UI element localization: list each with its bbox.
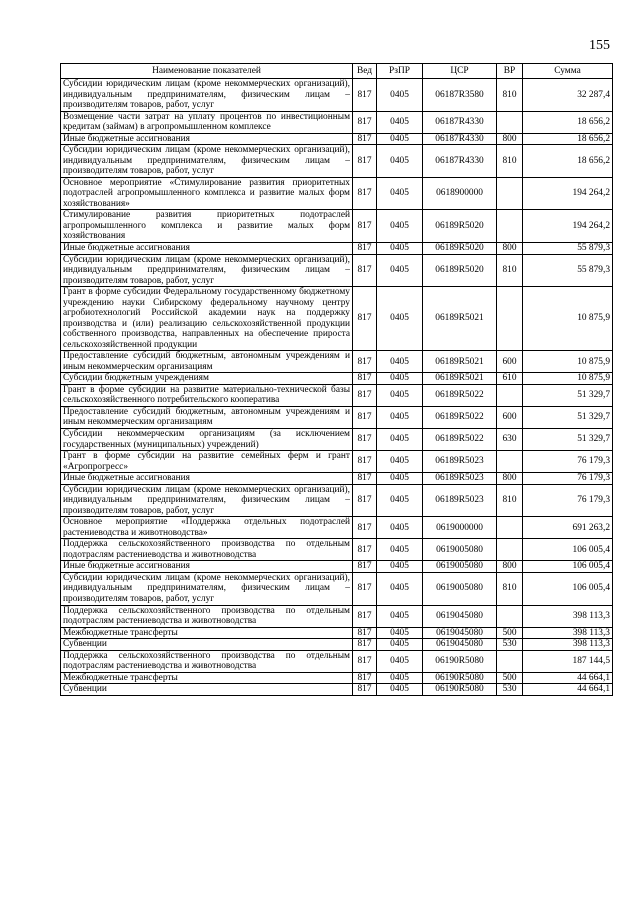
row-rzpr: 0405 [377, 351, 423, 373]
row-csr: 0619005080 [423, 572, 497, 605]
row-csr: 0619045080 [423, 605, 497, 627]
row-rzpr: 0405 [377, 145, 423, 178]
row-csr: 06189R5022 [423, 384, 497, 406]
row-csr: 06187R3580 [423, 79, 497, 112]
row-ved: 817 [353, 561, 377, 573]
row-ved: 817 [353, 539, 377, 561]
table-row [61, 650, 613, 672]
row-name: Иные бюджетные ассигнования [61, 242, 353, 254]
row-ved: 817 [353, 133, 377, 145]
row-vr: 600 [497, 406, 523, 428]
row-rzpr: 0405 [377, 79, 423, 112]
row-ved: 817 [353, 384, 377, 406]
row-csr: 0619000000 [423, 517, 497, 539]
row-csr: 06190R5080 [423, 672, 497, 684]
row-name: Возмещение части затрат на уплату процентов по инвестиционным кредитам (займам) в агропромышленном комплексе [61, 111, 353, 133]
row-csr: 06189R5022 [423, 406, 497, 428]
row-name: Субсидии юридическим лицам (кроме некоммерческих организаций), индивидуальным предпринимателям, физическим лицам – производителям товаров, работ, услуг [61, 484, 353, 517]
row-rzpr: 0405 [377, 639, 423, 651]
row-ved: 817 [353, 111, 377, 133]
row-name: Межбюджетные трансферты [61, 672, 353, 684]
row-vr: 810 [497, 254, 523, 287]
table-row [61, 605, 613, 627]
row-ved: 817 [353, 406, 377, 428]
row-rzpr: 0405 [377, 133, 423, 145]
row-sum: 18 656,2 [523, 145, 613, 178]
row-vr: 630 [497, 429, 523, 451]
row-sum: 398 113,3 [523, 605, 613, 627]
row-csr: 0619005080 [423, 539, 497, 561]
row-vr [497, 517, 523, 539]
row-ved: 817 [353, 473, 377, 485]
row-vr [497, 111, 523, 133]
row-csr: 06190R5080 [423, 650, 497, 672]
budget-table [60, 63, 613, 696]
table-row [61, 210, 613, 243]
row-sum: 51 329,7 [523, 406, 613, 428]
row-ved: 817 [353, 639, 377, 651]
row-sum: 18 656,2 [523, 133, 613, 145]
row-csr: 06189R5023 [423, 473, 497, 485]
row-name: Субсидии некоммерческим организациям (за исключением государственных (муниципальных) учреждений) [61, 429, 353, 451]
row-ved: 817 [353, 177, 377, 210]
row-vr [497, 287, 523, 351]
row-csr: 06187R4330 [423, 111, 497, 133]
row-sum: 10 875,9 [523, 287, 613, 351]
row-sum: 44 664,1 [523, 672, 613, 684]
row-sum: 32 287,4 [523, 79, 613, 112]
row-sum: 76 179,3 [523, 473, 613, 485]
row-csr: 06190R5080 [423, 684, 497, 696]
row-vr: 800 [497, 133, 523, 145]
row-ved: 817 [353, 684, 377, 696]
row-name: Предоставление субсидий бюджетным, автономным учреждениям и иным некоммерческим организациям [61, 406, 353, 428]
row-sum: 18 656,2 [523, 111, 613, 133]
row-vr: 810 [497, 145, 523, 178]
row-rzpr: 0405 [377, 517, 423, 539]
row-name: Субсидии юридическим лицам (кроме некоммерческих организаций), индивидуальным предпринимателям, физическим лицам – производителям товаров, работ, услуг [61, 145, 353, 178]
table-row [61, 473, 613, 485]
table-row [61, 287, 613, 351]
row-sum: 51 329,7 [523, 384, 613, 406]
row-rzpr: 0405 [377, 484, 423, 517]
row-sum: 194 264,2 [523, 210, 613, 243]
row-name: Поддержка сельскохозяйственного производства по отдельным подотраслям растениеводства и животноводства [61, 539, 353, 561]
row-rzpr: 0405 [377, 561, 423, 573]
row-rzpr: 0405 [377, 254, 423, 287]
row-csr: 06189R5022 [423, 429, 497, 451]
table-row [61, 484, 613, 517]
row-name: Субвенции [61, 639, 353, 651]
row-name: Субвенции [61, 684, 353, 696]
row-csr: 06189R5020 [423, 210, 497, 243]
row-rzpr: 0405 [377, 473, 423, 485]
row-vr: 800 [497, 561, 523, 573]
row-csr: 06189R5021 [423, 287, 497, 351]
row-sum: 55 879,3 [523, 242, 613, 254]
table-row [61, 517, 613, 539]
row-name: Поддержка сельскохозяйственного производства по отдельным подотраслям растениеводства и животноводства [61, 605, 353, 627]
table-row [61, 561, 613, 573]
row-rzpr: 0405 [377, 684, 423, 696]
row-rzpr: 0405 [377, 672, 423, 684]
row-name: Иные бюджетные ассигнования [61, 133, 353, 145]
table-row [61, 429, 613, 451]
row-vr [497, 177, 523, 210]
row-sum: 398 113,3 [523, 639, 613, 651]
row-vr: 810 [497, 79, 523, 112]
table-row [61, 177, 613, 210]
row-sum: 106 005,4 [523, 561, 613, 573]
row-rzpr: 0405 [377, 406, 423, 428]
row-ved: 817 [353, 451, 377, 473]
page-number: 155 [589, 38, 610, 53]
row-rzpr: 0405 [377, 373, 423, 385]
row-csr: 06189R5021 [423, 351, 497, 373]
row-sum: 194 264,2 [523, 177, 613, 210]
row-ved: 817 [353, 429, 377, 451]
row-ved: 817 [353, 210, 377, 243]
header-name: Наименование показателей [61, 64, 353, 79]
row-vr: 500 [497, 627, 523, 639]
row-csr: 0619005080 [423, 561, 497, 573]
table-row [61, 145, 613, 178]
row-rzpr: 0405 [377, 210, 423, 243]
table-row [61, 133, 613, 145]
row-name: Грант в форме субсидии на развитие семейных ферм и грант «Агропрогресс» [61, 451, 353, 473]
row-sum: 10 875,9 [523, 373, 613, 385]
row-csr: 06189R5020 [423, 254, 497, 287]
row-csr: 06189R5020 [423, 242, 497, 254]
row-name: Основное мероприятие «Стимулирование развития приоритетных подотраслей агропромышленного комплекса и развитие малых форм хозяйствования» [61, 177, 353, 210]
table-row [61, 111, 613, 133]
row-ved: 817 [353, 627, 377, 639]
row-name: Иные бюджетные ассигнования [61, 561, 353, 573]
table-header-row [61, 64, 613, 79]
row-ved: 817 [353, 254, 377, 287]
row-csr: 06189R5023 [423, 451, 497, 473]
table-row [61, 672, 613, 684]
table-row [61, 627, 613, 639]
table-row [61, 406, 613, 428]
row-vr: 810 [497, 484, 523, 517]
table-row [61, 639, 613, 651]
table-row [61, 242, 613, 254]
row-rzpr: 0405 [377, 539, 423, 561]
row-sum: 106 005,4 [523, 572, 613, 605]
row-rzpr: 0405 [377, 650, 423, 672]
row-name: Стимулирование развития приоритетных подотраслей агропромышленного комплекса и развитие малых форм хозяйствования [61, 210, 353, 243]
row-vr: 530 [497, 684, 523, 696]
row-name: Грант в форме субсидии на развитие материально-технической базы сельскохозяйственного потребительского кооператива [61, 384, 353, 406]
row-vr: 600 [497, 351, 523, 373]
row-name: Межбюджетные трансферты [61, 627, 353, 639]
row-rzpr: 0405 [377, 572, 423, 605]
row-csr: 0619045080 [423, 639, 497, 651]
header-sum: Сумма [523, 64, 613, 79]
row-name: Основное мероприятие «Поддержка отдельных подотраслей растениеводства и животноводства» [61, 517, 353, 539]
row-rzpr: 0405 [377, 287, 423, 351]
table-row [61, 539, 613, 561]
row-ved: 817 [353, 287, 377, 351]
row-ved: 817 [353, 79, 377, 112]
row-csr: 06189R5023 [423, 484, 497, 517]
header-vr: ВР [497, 64, 523, 79]
row-vr [497, 210, 523, 243]
row-name: Субсидии бюджетным учреждениям [61, 373, 353, 385]
header-rzpr: РзПР [377, 64, 423, 79]
row-name: Поддержка сельскохозяйственного производства по отдельным подотраслям растениеводства и животноводства [61, 650, 353, 672]
row-vr [497, 451, 523, 473]
table-row [61, 254, 613, 287]
row-ved: 817 [353, 517, 377, 539]
row-vr: 530 [497, 639, 523, 651]
header-ved: Вед [353, 64, 377, 79]
table-row [61, 684, 613, 696]
row-ved: 817 [353, 572, 377, 605]
row-vr [497, 384, 523, 406]
row-rzpr: 0405 [377, 627, 423, 639]
row-vr: 810 [497, 572, 523, 605]
row-rzpr: 0405 [377, 605, 423, 627]
row-name: Субсидии юридическим лицам (кроме некоммерческих организаций), индивидуальным предпринимателям, физическим лицам – производителям товаров, работ, услуг [61, 254, 353, 287]
row-csr: 0619045080 [423, 627, 497, 639]
row-vr: 800 [497, 473, 523, 485]
row-name: Субсидии юридическим лицам (кроме некоммерческих организаций), индивидуальным предпринимателям, физическим лицам – производителям товаров, работ, услуг [61, 572, 353, 605]
row-name: Иные бюджетные ассигнования [61, 473, 353, 485]
row-name: Предоставление субсидий бюджетным, автономным учреждениям и иным некоммерческим организациям [61, 351, 353, 373]
row-vr [497, 539, 523, 561]
row-csr: 06187R4330 [423, 145, 497, 178]
row-sum: 10 875,9 [523, 351, 613, 373]
row-ved: 817 [353, 373, 377, 385]
row-vr [497, 650, 523, 672]
row-rzpr: 0405 [377, 177, 423, 210]
row-ved: 817 [353, 484, 377, 517]
table-row [61, 351, 613, 373]
table-row [61, 79, 613, 112]
row-rzpr: 0405 [377, 111, 423, 133]
row-rzpr: 0405 [377, 242, 423, 254]
table-row [61, 384, 613, 406]
row-sum: 55 879,3 [523, 254, 613, 287]
row-vr: 800 [497, 242, 523, 254]
row-name: Субсидии юридическим лицам (кроме некоммерческих организаций), индивидуальным предпринимателям, физическим лицам – производителям товаров, работ, услуг [61, 79, 353, 112]
row-rzpr: 0405 [377, 429, 423, 451]
row-ved: 817 [353, 672, 377, 684]
row-vr [497, 605, 523, 627]
row-sum: 51 329,7 [523, 429, 613, 451]
table-row [61, 572, 613, 605]
row-ved: 817 [353, 145, 377, 178]
row-ved: 817 [353, 650, 377, 672]
row-ved: 817 [353, 242, 377, 254]
row-sum: 76 179,3 [523, 484, 613, 517]
row-ved: 817 [353, 351, 377, 373]
row-ved: 817 [353, 605, 377, 627]
row-csr: 0618900000 [423, 177, 497, 210]
row-sum: 187 144,5 [523, 650, 613, 672]
table-row [61, 451, 613, 473]
table-row [61, 373, 613, 385]
row-vr: 610 [497, 373, 523, 385]
row-rzpr: 0405 [377, 384, 423, 406]
header-csr: ЦСР [423, 64, 497, 79]
row-sum: 76 179,3 [523, 451, 613, 473]
row-csr: 06187R4330 [423, 133, 497, 145]
row-csr: 06189R5021 [423, 373, 497, 385]
row-sum: 398 113,3 [523, 627, 613, 639]
row-vr: 500 [497, 672, 523, 684]
row-sum: 44 664,1 [523, 684, 613, 696]
row-sum: 691 263,2 [523, 517, 613, 539]
row-name: Грант в форме субсидии Федеральному государственному бюджетному учреждению науки Сибирскому федеральному научному центру агробиотехнологий Российской академии наук на поддержку производства и (или) реализацию сельскохозяйственной продукции собственного производства, направленных на обеспечение прироста сельскохозяйственной продукции [61, 287, 353, 351]
row-rzpr: 0405 [377, 451, 423, 473]
row-sum: 106 005,4 [523, 539, 613, 561]
